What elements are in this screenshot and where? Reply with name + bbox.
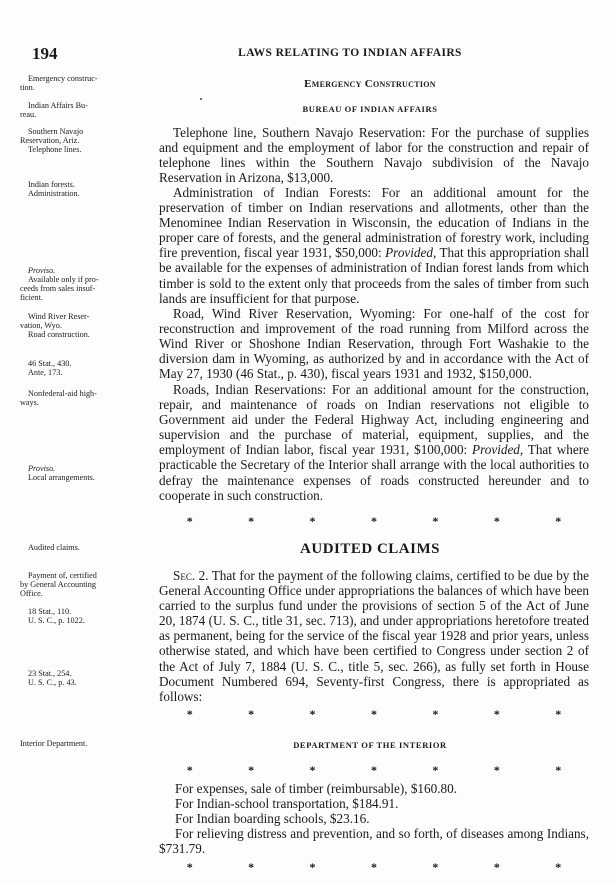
margin-note: 46 Stat., 430. Ante, 173. bbox=[28, 359, 72, 377]
margin-note: Emergency construc- tion. bbox=[20, 74, 98, 92]
section-heading-bureau: BUREAU OF INDIAN AFFAIRS bbox=[302, 104, 438, 114]
appropriation-item: For Indian-school transportation, $184.91. bbox=[175, 796, 399, 811]
margin-note: Proviso. Local arrangements. bbox=[28, 464, 95, 482]
appropriation-item: For Indian boarding schools, $23.16. bbox=[175, 811, 370, 826]
running-title: LAWS RELATING TO INDIAN AFFAIRS bbox=[238, 47, 462, 59]
margin-note: Audited claims. bbox=[28, 543, 80, 552]
paragraph-sec2: Sec. 2. That for the payment of the following claims, certified to be due by the General Accounting Office under appropriations the balances of which have been carried to the surplus fund under the provisions of section 5 of the Act of June 20, 1874 (U. S. C., title 31, sec. 713), and under appropriations heretofore treated as permanent, being for the service of the fiscal year 1928 and prior years, unless otherwise stated, and which have been certified to Congress under section 2 of the Act of July 7, 1884 (U. S. C., title 5, sec. 266), as fully set forth in House Document Numbered 694, Seventy-first Congress, there is appropriated as follows: bbox=[159, 568, 589, 704]
separator-stars: * * * * * * * bbox=[186, 860, 562, 874]
paragraph-telephone: Telephone line, Southern Navajo Reservation: For the purchase of supplies and equipment and the employment of labor for the construction and repair of telephone lines within the Southern Navajo subdivision of the Navajo Reservation in Arizona, $13,000. bbox=[159, 125, 589, 186]
separator-stars: * * * * * * * bbox=[186, 707, 562, 721]
appropriation-item: For relieving distress and prevention, and so forth, of diseases among Indians, $731.79. bbox=[159, 826, 589, 857]
paragraph-road: Road, Wind River Reservation, Wyoming: For one-half of the cost for reconstruction and improvement of the road running from Milford across the Wind River or Shoshone Indian Reservation, through Fort Washakie to the diversion dam in Wyoming, as authorized by and in accordance with the Act of May 27, 1930 (46 Stat., p. 430), fiscal years 1931 and 1932, $150,000. bbox=[159, 306, 589, 382]
margin-note: 23 Stat., 254. U. S. C., p. 43. bbox=[28, 669, 77, 687]
margin-note: Wind River Reser- vation, Wyo. Road construction. bbox=[20, 312, 90, 339]
page-header bbox=[0, 44, 616, 64]
section-heading-emergency: Emergency Construction bbox=[304, 78, 436, 90]
margin-note: 18 Stat., 110. U. S. C., p. 1022. bbox=[28, 607, 85, 625]
section-heading-interior: DEPARTMENT OF THE INTERIOR bbox=[293, 740, 447, 750]
margin-note: Interior Department. bbox=[20, 739, 88, 748]
appropriation-item: For expenses, sale of timber (reimbursable), $160.80. bbox=[175, 781, 457, 796]
margin-note: Payment of, certified by General Accounting Office. bbox=[20, 571, 97, 598]
margin-note: Nonfederal-aid high- ways. bbox=[20, 389, 97, 407]
margin-note: Southern Navajo Reservation, Ariz. Telephone lines. bbox=[20, 127, 84, 154]
separator-stars: * * * * * * * bbox=[186, 763, 562, 777]
margin-note: Indian forests. Administration. bbox=[28, 180, 80, 198]
section-heading-audited: AUDITED CLAIMS bbox=[300, 541, 440, 557]
margin-note: Proviso. Available only if pro- ceeds from sales insuf- ficient. bbox=[20, 266, 99, 302]
margin-note: Indian Affairs Bu- reau. bbox=[20, 101, 88, 119]
page-number: 194 bbox=[32, 44, 58, 63]
separator-stars: * * * * * * * bbox=[186, 514, 562, 528]
ink-speck bbox=[200, 98, 202, 100]
paragraph-forests: Administration of Indian Forests: For an additional amount for the preservation of timber on Indian reservations and allotments, other than the Menominee Indian Reservation in Wisconsin, the education of Indians in the proper care of forests, and the general administration of forestry work, including fire prevention, fiscal year 1931, $50,000: Provided, That this appropriation shall be available for the expenses of administration of Indian forest lands from which timber is sold to the extent only that proceeds from the sales of timber from such lands are insufficient for that purpose. bbox=[159, 185, 590, 306]
paragraph-roads: Roads, Indian Reservations: For an additional amount for the construction, repair, and maintenance of roads on Indian reservations not eligible to Government aid under the Federal Highway Act, including engineering and supervision and the purchase of material, equipment, supplies, and the employment of Indian labor, fiscal year 1931, $100,000: Provided, That where practicable the Secretary of the Interior shall arrange with the local authorities to defray the maintenance expenses of roads constructed hereunder and to cooperate in such construction. bbox=[159, 382, 589, 503]
